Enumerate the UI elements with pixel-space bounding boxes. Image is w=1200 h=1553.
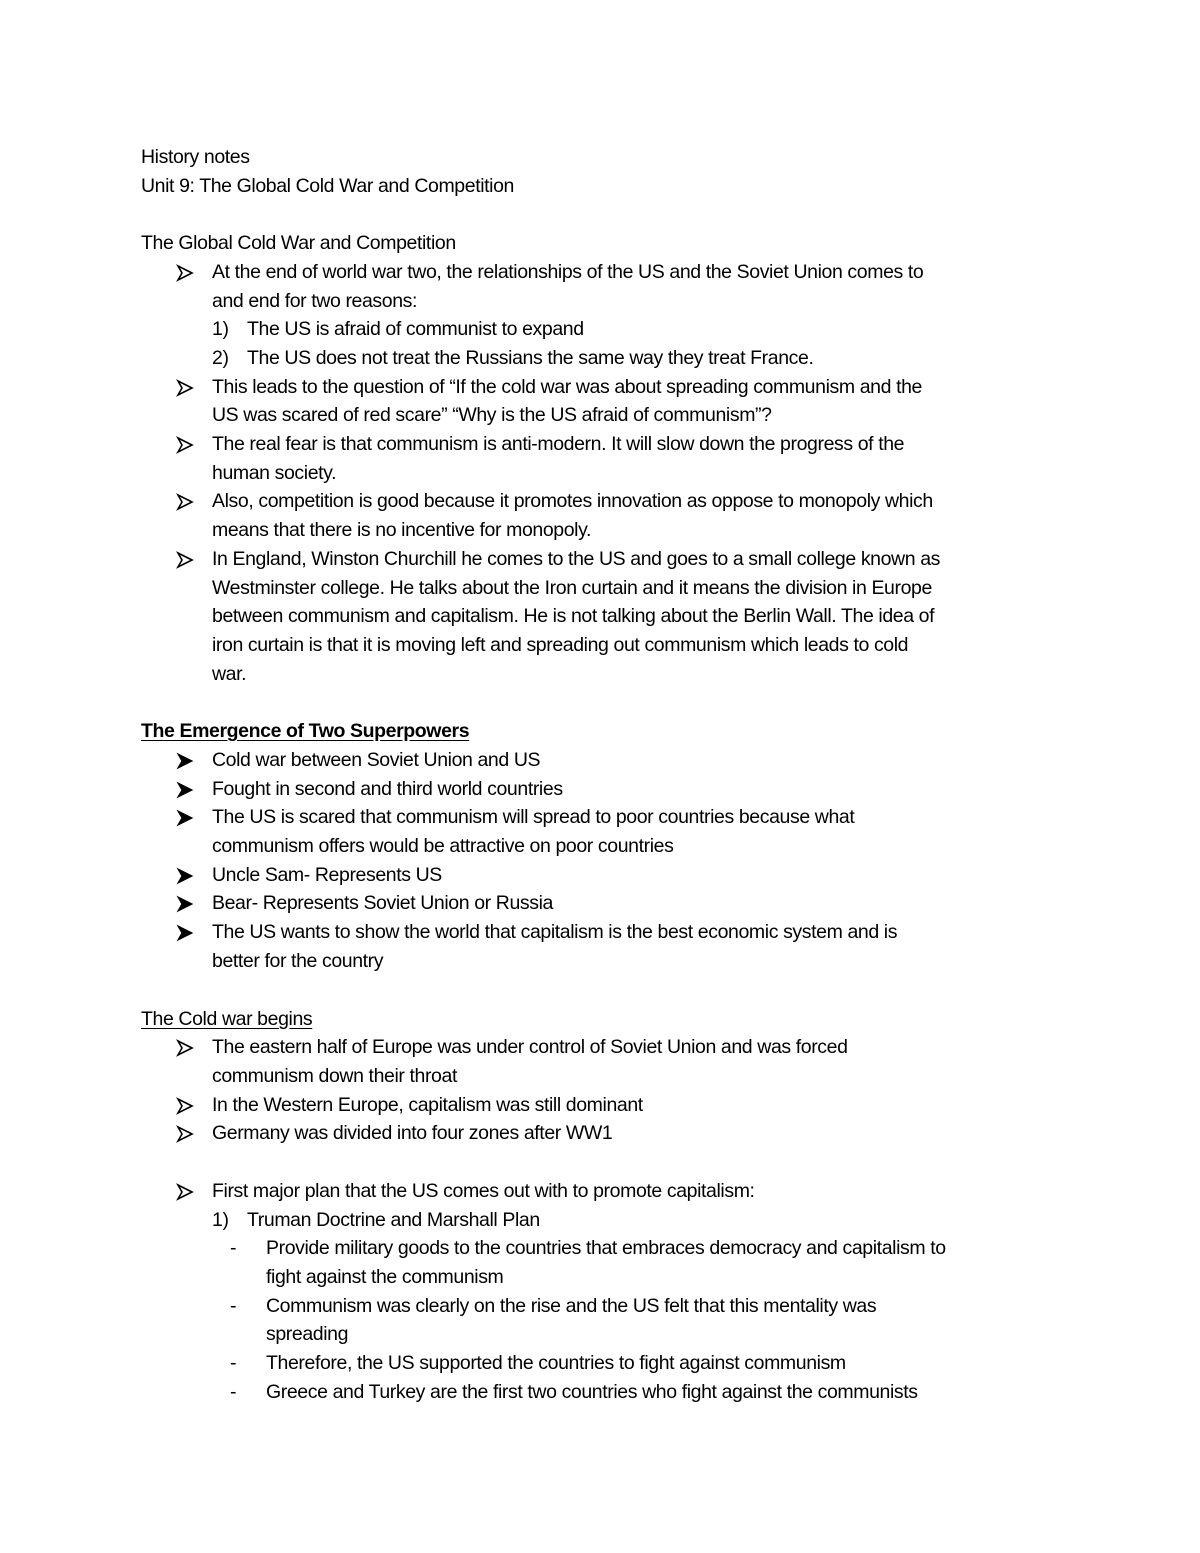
bullet-text: Uncle Sam- Represents US (212, 864, 442, 886)
bullet-text: means that there is no incentive for monopoly. (212, 519, 592, 541)
bullet-text: between communism and capitalism. He is not talking about the Berlin Wall. The idea of (212, 605, 935, 627)
solid-arrow-bullet-icon (176, 752, 194, 770)
bullet-text: communism down their throat (212, 1065, 457, 1087)
bullet-text: At the end of world war two, the relationships of the US and the Soviet Union comes to (212, 261, 924, 283)
sub-bullet-text: Communism was clearly on the rise and the US felt that this mentality was (266, 1295, 877, 1317)
solid-arrow-bullet-icon (176, 924, 194, 942)
numbered-item-text: The US is afraid of communist to expand (247, 318, 584, 340)
arrow-bullet-icon (176, 551, 194, 569)
bullet-text: In England, Winston Churchill he comes to the US and goes to a small college known as (212, 548, 940, 570)
bullet-text: Germany was divided into four zones after WW1 (212, 1122, 613, 1144)
bullet-text: The real fear is that communism is anti-modern. It will slow down the progress of the (212, 433, 905, 455)
solid-arrow-bullet-icon (176, 809, 194, 827)
arrow-bullet-icon (176, 436, 194, 454)
unit-title: Unit 9: The Global Cold War and Competition (141, 175, 514, 197)
solid-arrow-bullet-icon (176, 895, 194, 913)
arrow-bullet-icon (176, 1125, 194, 1143)
bullet-text: and end for two reasons: (212, 290, 418, 312)
bullet-text: The eastern half of Europe was under control of Soviet Union and was forced (212, 1036, 848, 1058)
arrow-bullet-icon (176, 1039, 194, 1057)
bullet-text: In the Western Europe, capitalism was still dominant (212, 1094, 643, 1116)
dash-bullet: - (230, 1295, 237, 1317)
sub-bullet-text: fight against the communism (266, 1266, 504, 1288)
arrow-bullet-icon (176, 1183, 194, 1201)
solid-arrow-bullet-icon (176, 867, 194, 885)
numbered-item-text: The US does not treat the Russians the same way they treat France. (247, 347, 814, 369)
dash-bullet: - (230, 1237, 237, 1259)
solid-arrow-bullet-icon (176, 781, 194, 799)
bullet-text: Westminster college. He talks about the Iron curtain and it means the division in Europe (212, 577, 932, 599)
bullet-text: Bear- Represents Soviet Union or Russia (212, 892, 553, 914)
bullet-text: The US is scared that communism will spread to poor countries because what (212, 806, 855, 828)
section-heading: The Cold war begins (141, 1008, 313, 1030)
sub-bullet-text: Greece and Turkey are the first two countries who fight against the communists (266, 1381, 918, 1403)
document-title: History notes (141, 146, 250, 168)
bullet-text: better for the country (212, 950, 384, 972)
sub-bullet-text: Provide military goods to the countries that embraces democracy and capitalism to (266, 1237, 946, 1259)
dash-bullet: - (230, 1381, 237, 1403)
section-heading: The Global Cold War and Competition (141, 232, 456, 254)
arrow-bullet-icon (176, 379, 194, 397)
bullet-text: Cold war between Soviet Union and US (212, 749, 541, 771)
bullet-text: Also, competition is good because it promotes innovation as oppose to monopoly which (212, 490, 933, 512)
section-heading: The Emergence of Two Superpowers (141, 720, 470, 742)
arrow-bullet-icon (176, 493, 194, 511)
bullet-text: US was scared of red scare” “Why is the US afraid of communism”? (212, 404, 772, 426)
bullet-text: iron curtain is that it is moving left and spreading out communism which leads to cold (212, 634, 909, 656)
bullet-text: war. (212, 663, 247, 685)
arrow-bullet-icon (176, 264, 194, 282)
bullet-text: Fought in second and third world countries (212, 778, 563, 800)
list-number: 1) (212, 1209, 229, 1231)
arrow-bullet-icon (176, 1097, 194, 1115)
bullet-text: communism offers would be attractive on poor countries (212, 835, 674, 857)
list-number: 1) (212, 318, 229, 340)
sub-bullet-text: Therefore, the US supported the countries to fight against communism (266, 1352, 846, 1374)
numbered-item-text: Truman Doctrine and Marshall Plan (247, 1209, 540, 1231)
sub-bullet-text: spreading (266, 1323, 349, 1345)
bullet-text: human society. (212, 462, 337, 484)
dash-bullet: - (230, 1352, 237, 1374)
list-number: 2) (212, 347, 229, 369)
bullet-text: First major plan that the US comes out with to promote capitalism: (212, 1180, 755, 1202)
bullet-text: This leads to the question of “If the cold war was about spreading communism and the (212, 376, 922, 398)
bullet-text: The US wants to show the world that capitalism is the best economic system and is (212, 921, 898, 943)
